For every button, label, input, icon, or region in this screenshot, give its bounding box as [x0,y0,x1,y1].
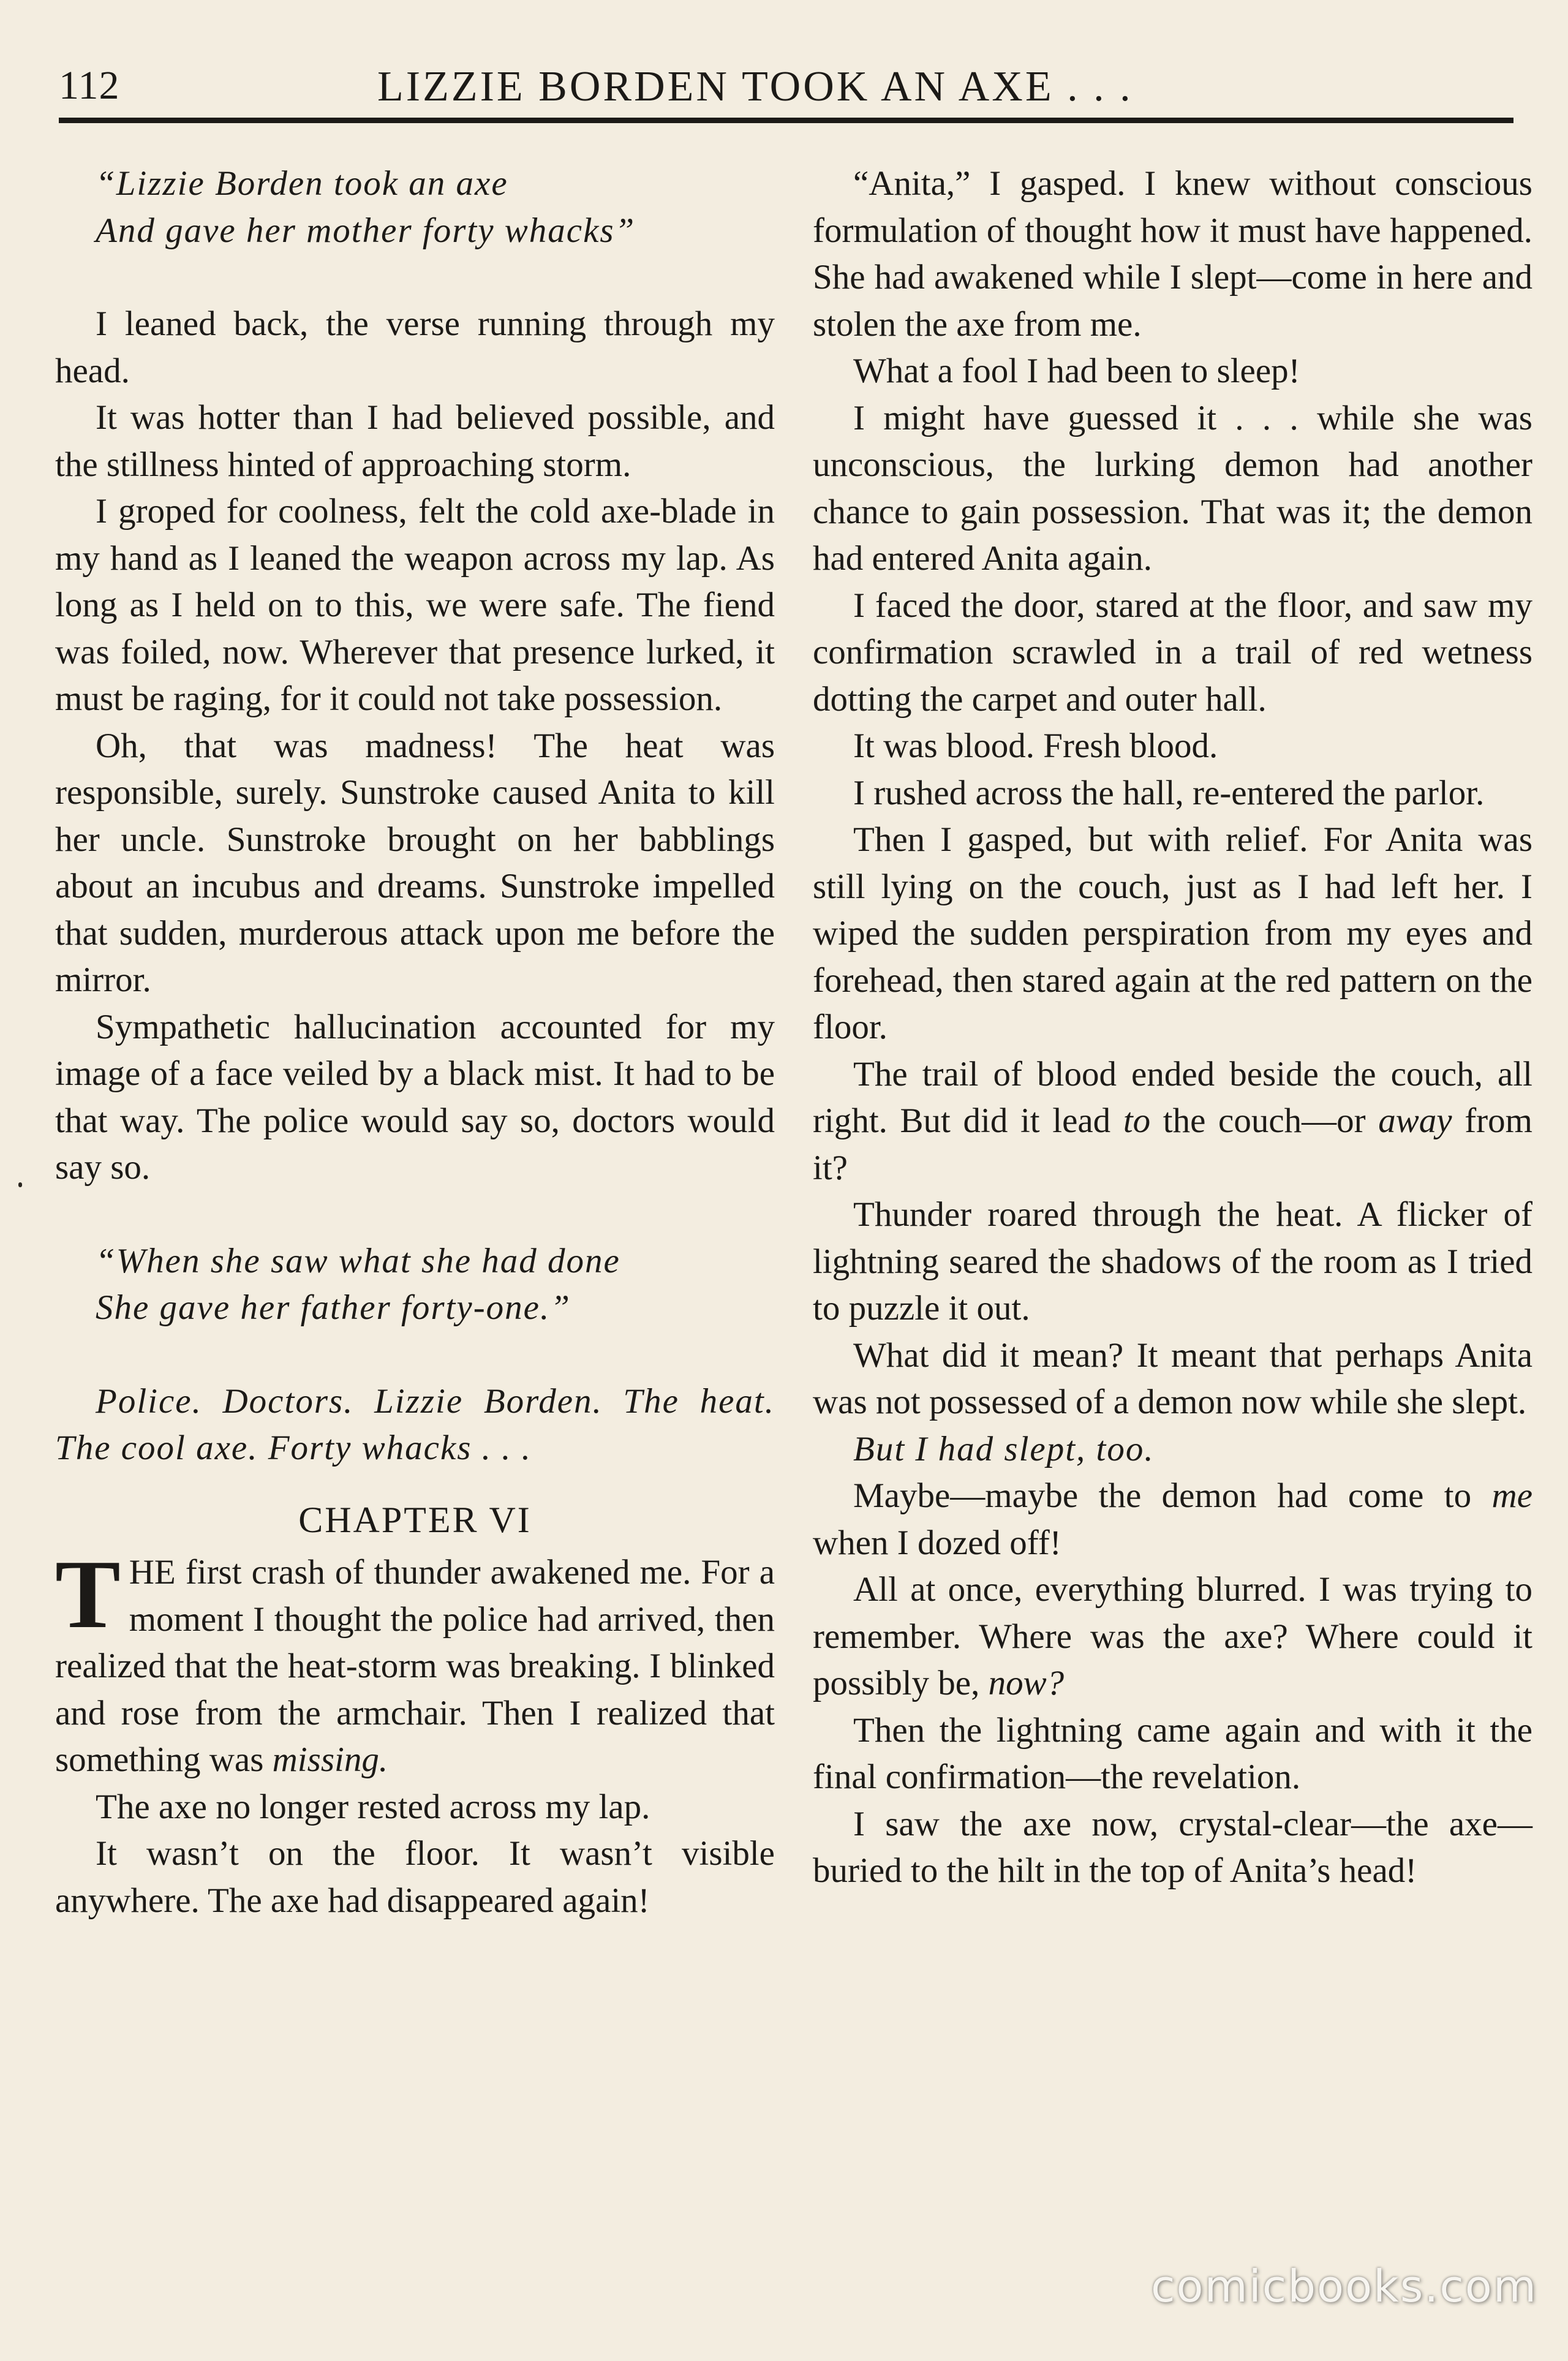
spacer [55,1192,775,1238]
italic-paragraph: But I had slept, too. [853,1429,1155,1468]
left-column [55,161,775,1924]
chapter-opening-paragraph [55,1539,775,1784]
text: The trail of blood ended beside the couch, all right. But did it lead [813,1054,1532,1140]
paragraph: “Anita,” I gasped. I knew without conscious formulation of thought how it must have happened. She had awakened while I slept—come in here and stolen the axe from me. [813,164,1532,344]
paragraph-blurred [813,1566,1532,1707]
page-header [59,56,1510,118]
page-number: 112 [59,63,120,108]
header-rule [59,118,1513,123]
paragraph: It was hotter than I had believed possible, and the stillness hinted of approaching storm. [55,398,775,484]
chapter-heading: CHAPTER VI [298,1499,532,1540]
spacer [55,1332,775,1378]
drop-cap: T [55,1539,121,1649]
italic-paragraph: Police. Doctors. Lizzie Borden. The heat. The cool axe. Forty whacks . . . [55,1381,775,1467]
right-column [813,161,1532,1895]
text: when I dozed off! [813,1523,1061,1562]
paragraph: Then the lightning came again and with it the final confirmation—the revelation. [813,1710,1532,1796]
text: Maybe—maybe the demon had come to [853,1476,1472,1515]
paragraph: I groped for coolness, felt the cold axe-blade in my hand as I leaned the weapon across my lap. As long as I held on to this, we were safe. The fiend was foiled, now. Wherever that presence lurked, it must be raging, for it could not take possession. [55,492,775,718]
paragraph: Then I gasped, but with relief. For Anita was still lying on the couch, just as I had left her. I wiped the sudden perspiration from my eyes and forehead, then stared again at the red pattern on the floor. [813,820,1532,1046]
emphasis: me [1491,1476,1533,1515]
print-speck [18,1182,22,1187]
paragraph-maybe [813,1473,1532,1566]
paragraph: I might have guessed it . . . while she was unconscious, the lurking demon had another chance to gain possession. That was it; the demon had entered Anita again. [813,398,1532,578]
emphasis: to [1123,1101,1151,1140]
verse-stanza-1 [96,161,775,254]
paragraph: The axe no longer rested across my lap. [96,1787,650,1826]
verse-line: She gave her father forty-one.” [96,1288,571,1327]
paragraph: It was blood. Fresh blood. [853,727,1218,765]
emphasis: away [1378,1101,1452,1140]
paragraph-trail [813,1051,1532,1192]
chapter-opening-text: HE first crash of thunder awakened me. For a moment I thought the police had arrived, then realized that the heat-storm was breaking. I blinked and rose from the armchair. Then I realized that something was [55,1553,775,1779]
text: the couch—or [1163,1101,1366,1140]
paragraph: What a fool I had been to sleep! [853,352,1300,390]
paragraph: I faced the door, stared at the floor, and saw my confirmation scrawled in a trail of red wetness dotting the carpet and outer hall. [813,586,1532,719]
paragraph: I saw the axe now, crystal-clear—the axe—buried to the hilt in the top of Anita’s head! [813,1804,1532,1890]
text: All at once, everything blurred. I was trying to remember. Where was the axe? Where could it possibly be, [813,1570,1532,1702]
emphasis: missing. [272,1740,388,1779]
watermark: comicbooks.com [1150,2261,1537,2312]
verse-stanza-2 [96,1238,775,1332]
verse-line: “Lizzie Borden took an axe [96,164,508,203]
paragraph: I rushed across the hall, re-entered the parlor. [853,773,1485,812]
running-head: LIZZIE BORDEN TOOK AN AXE . . . [377,63,1133,110]
paragraph: It wasn’t on the floor. It wasn’t visible anywhere. The axe had disappeared again! [55,1834,775,1920]
verse-line: And gave her mother forty whacks” [96,211,636,250]
text: from it? [813,1101,1533,1187]
verse-line: “When she saw what she had done [96,1241,620,1280]
paragraph: Sympathetic hallucination accounted for my image of a face veiled by a black mist. It had to be that way. The police would say so, doctors would say so. [55,1007,775,1187]
paragraph: I leaned back, the verse running through my head. [55,304,775,390]
paragraph: Thunder roared through the heat. A flicker of lightning seared the shadows of the room as I tried to puzzle it out. [813,1195,1532,1328]
paragraph: What did it mean? It meant that perhaps Anita was not possessed of a demon now while she slept. [813,1335,1532,1421]
paragraph: Oh, that was madness! The heat was responsible, surely. Sunstroke caused Anita to kill her uncle. Sunstroke brought on her babblings about an incubus and dreams. Sunstroke impelled that sudden, murderous attack upon me before the mirror. [55,726,775,999]
emphasis: now? [988,1664,1065,1702]
spacer [55,254,775,301]
